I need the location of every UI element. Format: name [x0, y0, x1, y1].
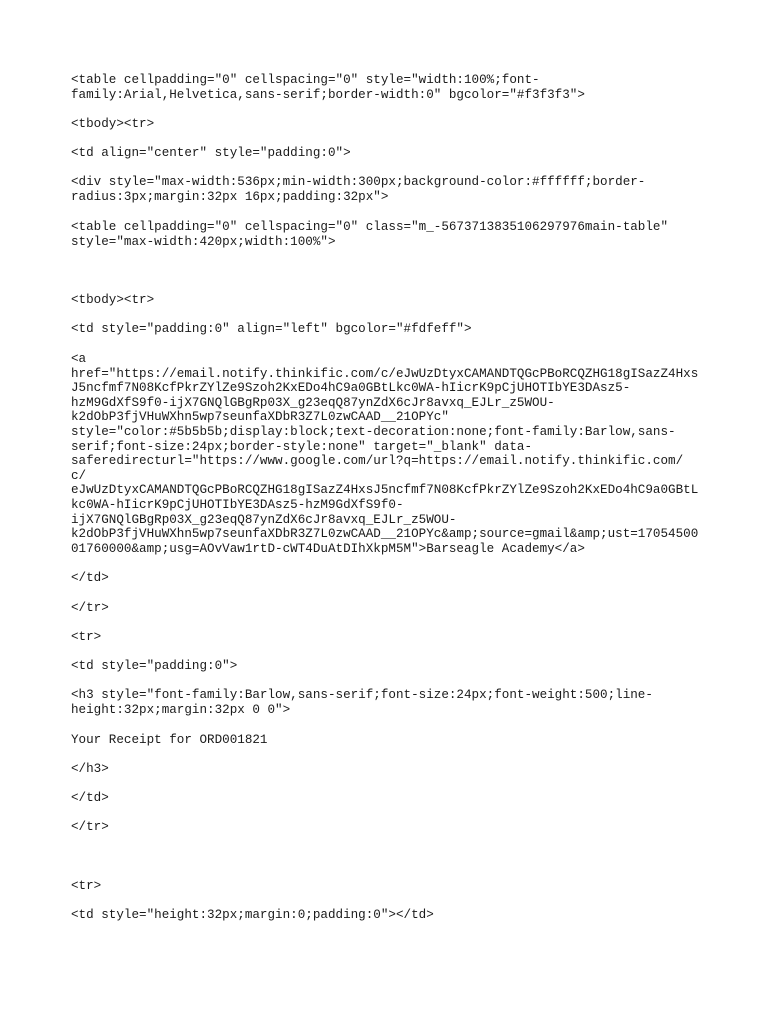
text-paragraph-15: </h3>	[71, 762, 109, 776]
text-paragraph-9: </td>	[71, 571, 109, 585]
text-paragraph-11: <tr>	[71, 630, 102, 644]
text-paragraph-7: <td style="padding:0" align="left" bgcolor="#fdfeff">	[71, 322, 472, 336]
text-paragraph-18: <tr>	[71, 879, 102, 893]
text-paragraph-6: <tbody><tr>	[71, 293, 155, 307]
text-paragraph-14: Your Receipt for ORD001821	[71, 733, 268, 747]
text-paragraph-4: <div style="max-width:536px;min-width:300px;background-color:#ffffff;border- radius:3px;margin:32px 16px;padding:32px">	[71, 175, 646, 204]
text-paragraph-13: <h3 style="font-family:Barlow,sans-serif;font-size:24px;font-weight:500;line- height:32px;margin:32px 0 0">	[71, 688, 653, 717]
text-paragraph-8: <a href="https://email.notify.thinkific.com/c/eJwUzDtyxCAMANDTQGcPBoRCQZHG18gISazZ4Hxs J5ncfmf7N08KcfPkrZYlZe9Szoh2KxEDo4hC9a0GBtLkc0WA-hIicrK9pCjUHOTIbYE3DAsz5- hzM9GdXfS9f0-ijX7GNQlGBgRp03X_g23eqQ87ynZdX6cJr8avxq_EJLr_z5WOU- k2dObP3fjVHuWXhn5wp7seunfaXDbR3Z7L0zwCAAD__21OPYc" style="color:#5b5b5b;display:block;text-decoration:none;font-family:Barlow,sans- serif;font-size:24px;border-style:none" target="_blank" data- saferedirecturl="https://www.google.com/url?q=https://email.notify.thinkific.com/ c/ eJwUzDtyxCAMANDTQGcPBoRCQZHG18gISazZ4HxsJ5ncfmf7N08KcfPkrZYlZe9Szoh2KxEDo4hC9a0GBtL kc0WA-hIicrK9pCjUHOTIbYE3DAsz5-hzM9GdXfS9f0- ijX7GNQlGBgRp03X_g23eqQ87ynZdX6cJr8avxq_EJLr_z5WOU- k2dObP3fjVHuWXhn5wp7seunfaXDbR3Z7L0zwCAAD__21OPYc&amp;source=gmail&amp;ust=17054500 01760000&amp;usg=AOvVaw1rtD-cWT4DuAtDIhXkpM5M">Barseagle Academy</a>	[71, 352, 699, 556]
text-paragraph-2: <tbody><tr>	[71, 117, 155, 131]
text-paragraph-5: <table cellpadding="0" cellspacing="0" class="m_-5673713835106297976main-table" style="max-width:420px;width:100%">	[71, 220, 669, 249]
text-paragraph-10: </tr>	[71, 601, 109, 615]
text-paragraph-19: <td style="height:32px;margin:0;padding:0"></td>	[71, 908, 434, 922]
text-paragraph-3: <td align="center" style="padding:0">	[71, 146, 351, 160]
text-paragraph-17: </tr>	[71, 820, 109, 834]
text-paragraph-12: <td style="padding:0">	[71, 659, 238, 673]
text-paragraph-1: <table cellpadding="0" cellspacing="0" style="width:100%;font- family:Arial,Helvetica,sans-serif;border-width:0" bgcolor="#f3f3f3">	[71, 73, 585, 102]
text-paragraph-16: </td>	[71, 791, 109, 805]
